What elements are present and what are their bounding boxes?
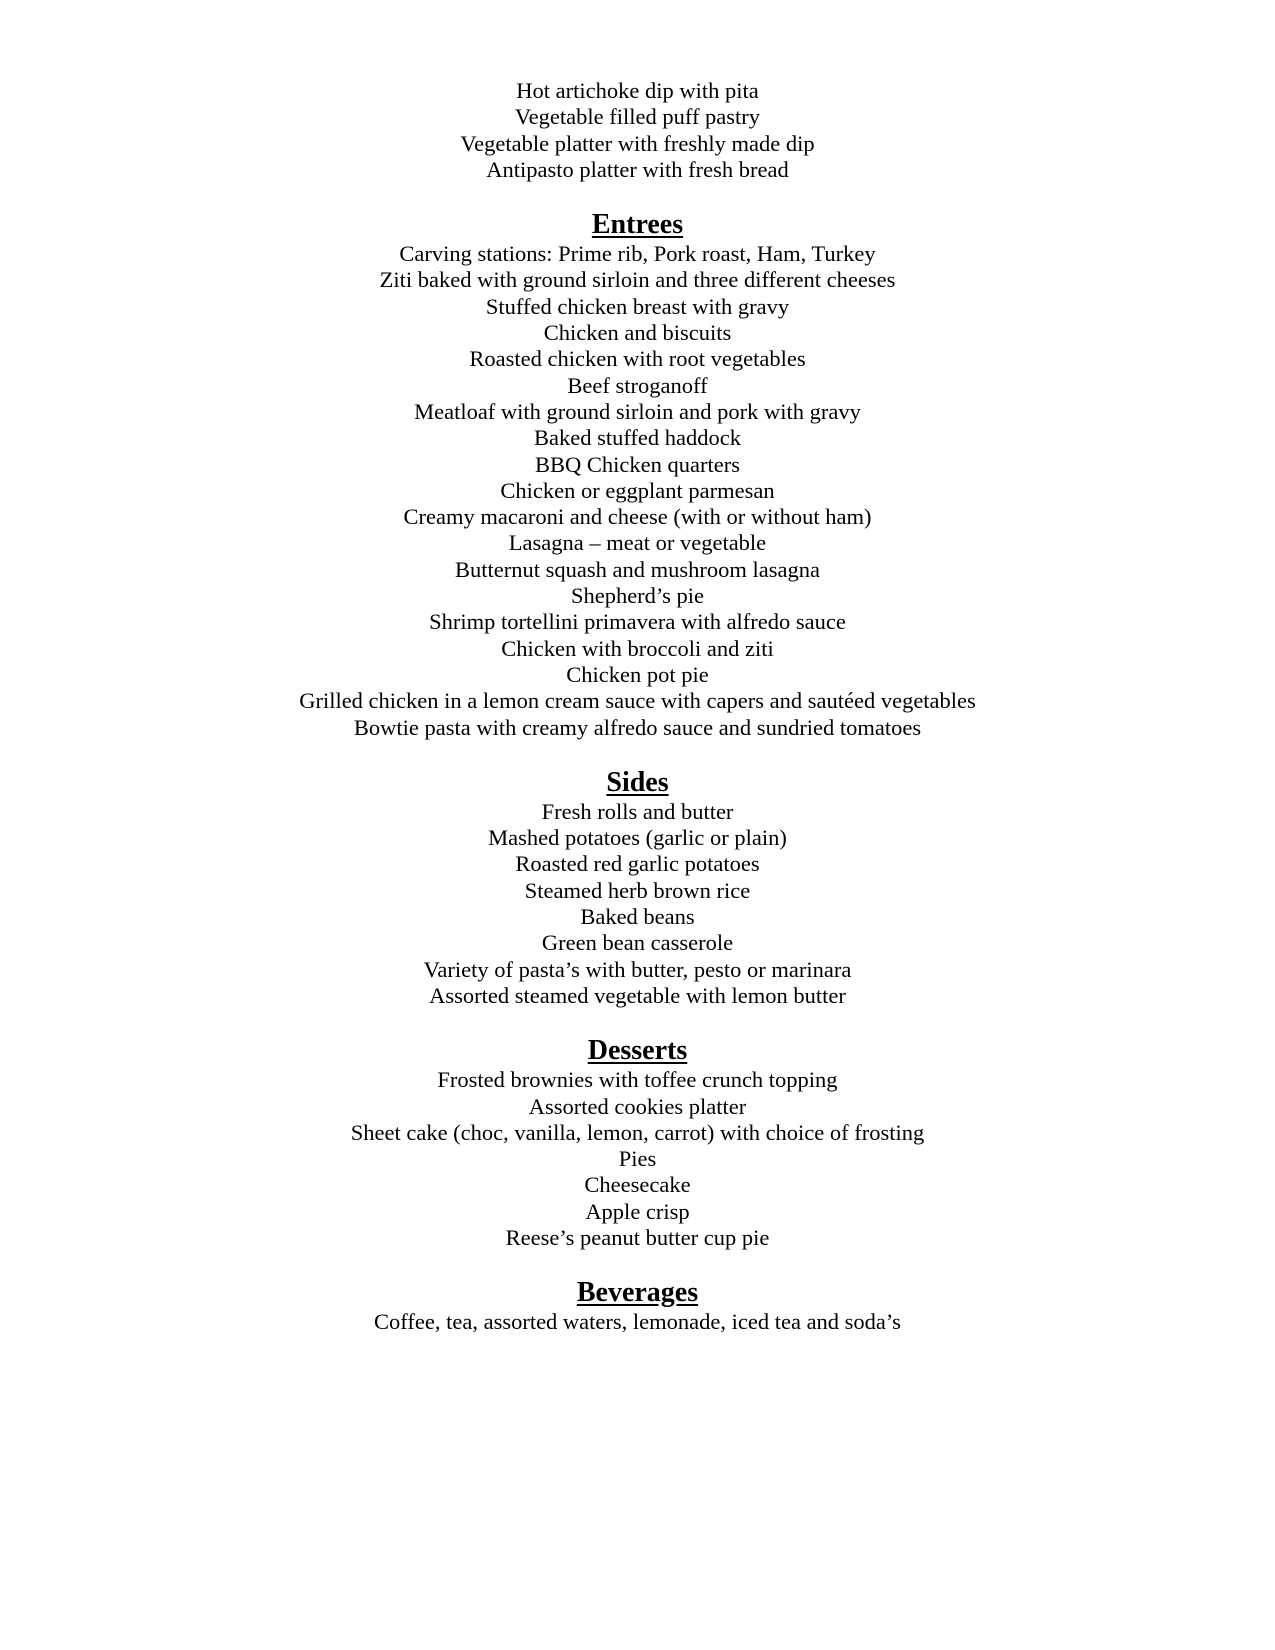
menu-item: Fresh rolls and butter	[541, 798, 734, 824]
menu-item: Antipasto platter with fresh bread	[486, 156, 789, 182]
desserts-section	[0, 1035, 1275, 1251]
appetizers-section	[0, 78, 1275, 183]
menu-item: Lasagna – meat or vegetable	[508, 530, 767, 556]
menu-item: Vegetable platter with freshly made dip	[460, 130, 815, 156]
section-spacer	[0, 1009, 1275, 1035]
menu-item: Meatloaf with ground sirloin and pork with gravy	[414, 398, 861, 424]
menu-item: Reese’s peanut butter cup pie	[505, 1224, 770, 1250]
menu-item: Stuffed chicken breast with gravy	[485, 293, 790, 319]
menu-item: Chicken or eggplant parmesan	[500, 477, 775, 503]
menu-item: Roasted chicken with root vegetables	[469, 346, 806, 372]
menu-item: Shrimp tortellini primavera with alfredo sauce	[429, 609, 846, 635]
menu-item: Sheet cake (choc, vanilla, lemon, carrot) with choice of frosting	[350, 1119, 925, 1145]
menu-item: Assorted steamed vegetable with lemon butter	[429, 982, 846, 1008]
menu-item: Cheesecake	[584, 1172, 691, 1198]
menu-item: Roasted red garlic potatoes	[515, 851, 760, 877]
menu-item: Frosted brownies with toffee crunch topping	[437, 1067, 838, 1093]
menu-item: Beef stroganoff	[567, 372, 708, 398]
menu-item: Chicken and biscuits	[543, 320, 732, 346]
menu-item: Vegetable filled puff pastry	[514, 104, 761, 130]
section-heading-desserts: Desserts	[587, 1035, 688, 1067]
menu-item: Variety of pasta’s with butter, pesto or marinara	[423, 956, 852, 982]
menu-item: Creamy macaroni and cheese (with or without ham)	[403, 504, 872, 530]
menu-item: Bowtie pasta with creamy alfredo sauce and sundried tomatoes	[353, 714, 922, 740]
section-heading-beverages: Beverages	[576, 1277, 699, 1309]
menu-item: Mashed potatoes (garlic or plain)	[488, 825, 787, 851]
menu-item: Coffee, tea, assorted waters, lemonade, iced tea and soda’s	[374, 1309, 901, 1335]
menu-item: Apple crisp	[585, 1198, 690, 1224]
section-heading-entrees: Entrees	[591, 209, 684, 241]
menu-item: Baked beans	[580, 904, 695, 930]
menu-page	[0, 78, 1275, 1336]
menu-item: Chicken pot pie	[566, 661, 709, 687]
menu-item: Green bean casserole	[541, 930, 734, 956]
beverages-section	[0, 1277, 1275, 1335]
entrees-section	[0, 209, 1275, 741]
menu-item: Grilled chicken in a lemon cream sauce with capers and sautéed vegetables	[299, 688, 976, 714]
menu-item: Hot artichoke dip with pita	[516, 78, 759, 103]
menu-item: Pies	[618, 1146, 657, 1172]
section-spacer	[0, 1251, 1275, 1277]
menu-item: Butternut squash and mushroom lasagna	[455, 556, 820, 582]
menu-item: Ziti baked with ground sirloin and three different cheeses	[379, 267, 896, 293]
menu-item: Baked stuffed haddock	[533, 425, 742, 451]
section-spacer	[0, 183, 1275, 209]
menu-item: Assorted cookies platter	[528, 1093, 747, 1119]
section-spacer	[0, 741, 1275, 767]
sides-section	[0, 767, 1275, 1009]
section-heading-sides: Sides	[606, 766, 669, 798]
menu-item: BBQ Chicken quarters	[535, 451, 740, 477]
menu-item: Steamed herb brown rice	[524, 877, 751, 903]
menu-item: Carving stations: Prime rib, Pork roast, Ham, Turkey	[399, 241, 876, 267]
menu-item: Chicken with broccoli and ziti	[501, 635, 774, 661]
menu-item: Shepherd’s pie	[570, 583, 705, 609]
